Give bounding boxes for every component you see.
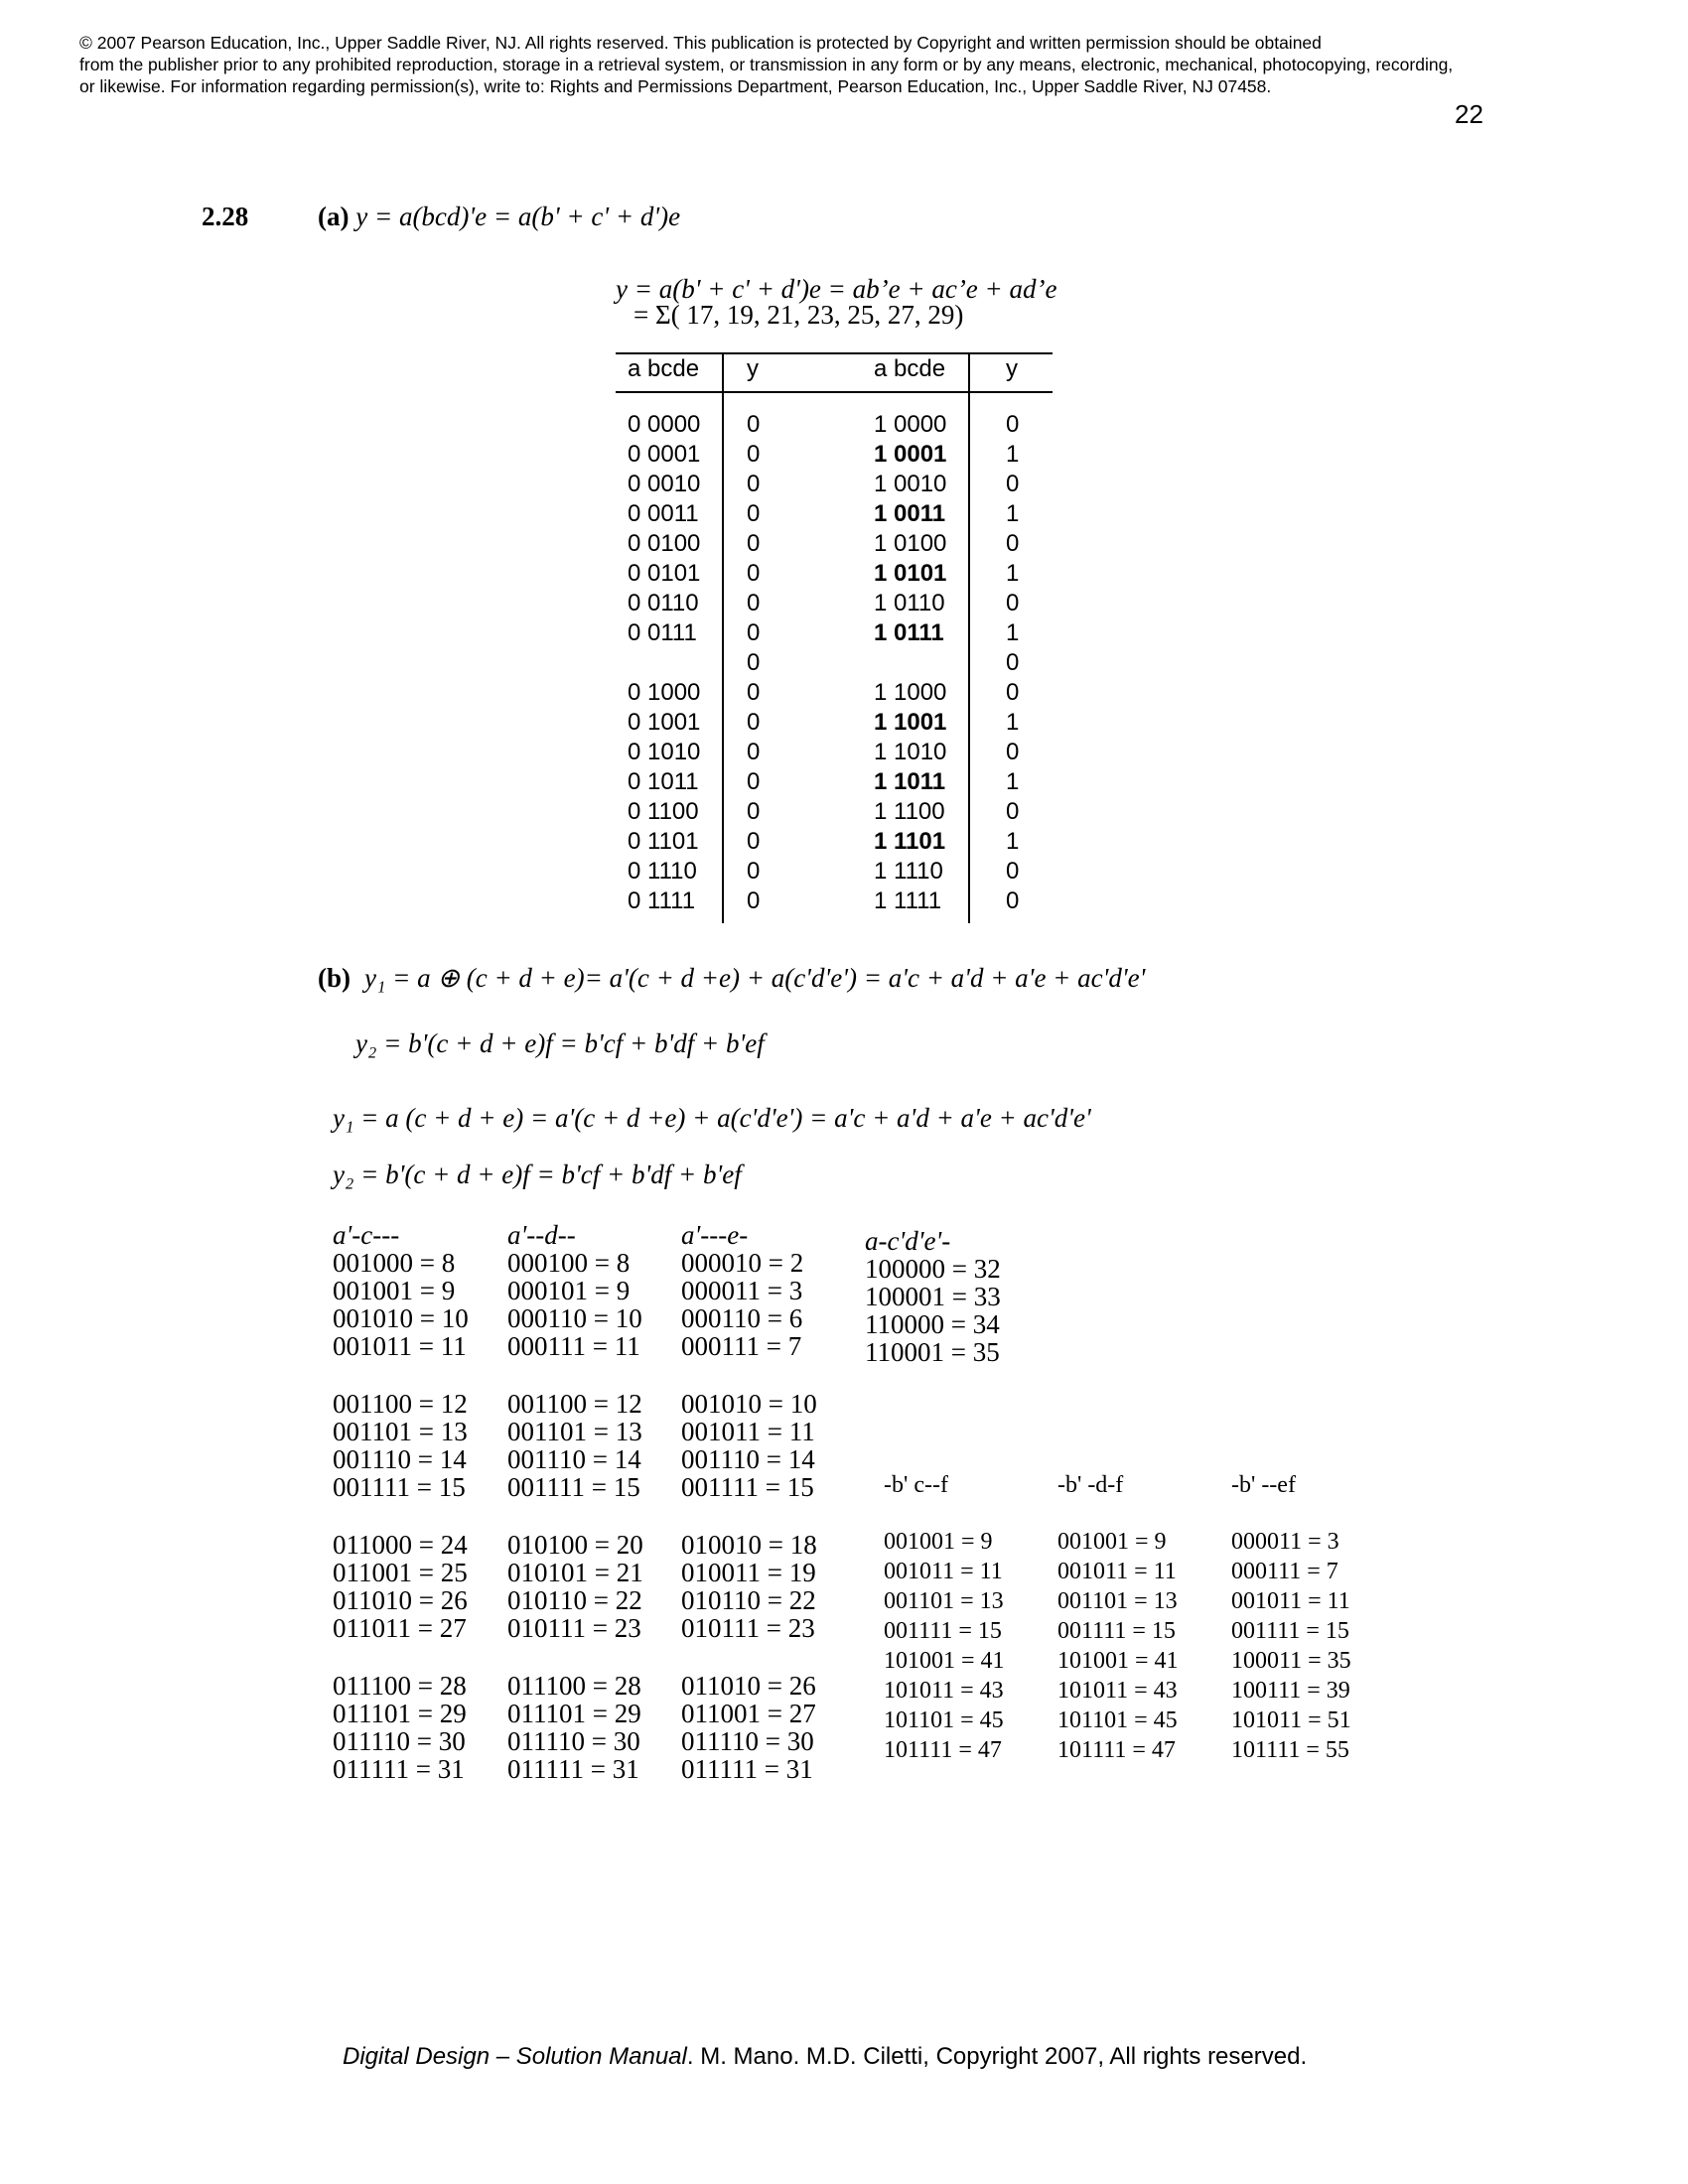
table-output-cell: 0 <box>747 709 761 736</box>
copyright-line: from the publisher prior to any prohibited reproduction, storage in a retrieval system, or transmission in any form or by any means, electronic, mechanical, photocopying, recording, <box>79 55 1454 74</box>
table-output-cell: 0 <box>1006 590 1020 616</box>
footer <box>343 2043 1307 2071</box>
minterm-entry: 011101 = 29 <box>333 1699 467 1728</box>
minterm-entry: 001010 = 10 <box>681 1389 817 1419</box>
minterm-column-header: a'---e- <box>681 1220 749 1250</box>
minterm-entry: 000111 = 7 <box>681 1331 802 1361</box>
minterm-entry: 001110 = 14 <box>333 1444 467 1474</box>
table-output-cell: 0 <box>1006 858 1020 885</box>
truth-table <box>616 352 1053 923</box>
minterm-column <box>681 1221 817 1783</box>
table-input-cell: 1 0101 <box>874 560 947 587</box>
table-input-cell: 0 0110 <box>628 590 699 616</box>
table-input-cell: 1 0001 <box>874 441 947 468</box>
table-output-cell: 0 <box>747 828 761 855</box>
minterm-entry: 001011 = 11 <box>1231 1588 1350 1614</box>
table-output-cell: 0 <box>1006 649 1020 676</box>
table-output-cell: 0 <box>747 798 761 825</box>
minterm-column-header: a-c'd'e'- <box>865 1226 951 1256</box>
minterm-entry: 100111 = 39 <box>1231 1678 1350 1704</box>
minterm-entry: 001011 = 11 <box>333 1331 467 1361</box>
table-input-cell: 1 1000 <box>874 679 947 706</box>
table-input-cell: 1 1011 <box>874 768 946 795</box>
table-divider <box>722 352 724 923</box>
minterm-entry: 010011 = 19 <box>681 1558 816 1587</box>
minterm-entry: 001111 = 15 <box>884 1618 1002 1644</box>
table-output-cell: 0 <box>1006 679 1020 706</box>
table-output-cell: 0 <box>747 441 761 468</box>
table-output-cell: 0 <box>747 887 761 914</box>
minterm-entry: 011111 = 31 <box>333 1754 465 1784</box>
table-input-cell: 0 1101 <box>628 828 699 855</box>
table-output-cell: 0 <box>747 590 761 616</box>
minterm-entry: 001111 = 15 <box>507 1472 640 1502</box>
table-output-cell: 0 <box>747 739 761 765</box>
table-input-cell: 0 1111 <box>628 887 696 914</box>
table-header: y <box>1006 355 1018 382</box>
minterm-entry: 001011 = 11 <box>681 1417 815 1446</box>
minterm-column <box>333 1221 469 1783</box>
table-output-cell: 0 <box>747 500 761 527</box>
table-output-cell: 0 <box>1006 798 1020 825</box>
table-input-cell: 0 1011 <box>628 768 699 795</box>
table-input-cell: 1 1110 <box>874 858 943 885</box>
minterm-entry: 001011 = 11 <box>1057 1559 1177 1584</box>
table-output-cell: 0 <box>1006 530 1020 557</box>
minterm-entry: 011110 = 30 <box>507 1726 640 1756</box>
table-header: a bcde <box>628 355 700 382</box>
table-output-cell: 1 <box>1006 500 1020 527</box>
minterm-entry: 101011 = 51 <box>1231 1707 1351 1733</box>
table-header-rule <box>616 391 1053 393</box>
minterm-entry: 010111 = 23 <box>681 1613 815 1643</box>
minterm-entry: 100000 = 32 <box>865 1254 1001 1284</box>
part-a-heading <box>318 202 680 232</box>
table-output-cell: 0 <box>1006 471 1020 497</box>
table-output-cell: 0 <box>1006 411 1020 438</box>
part-b-label: (b) <box>318 963 351 993</box>
minterm-entry: 101111 = 47 <box>884 1737 1002 1763</box>
table-output-cell: 1 <box>1006 619 1020 646</box>
minterm-column-header: -b' c--f <box>884 1472 948 1498</box>
table-output-cell: 0 <box>1006 739 1020 765</box>
table-output-cell: 0 <box>747 530 761 557</box>
problem-number: 2.28 <box>202 202 249 231</box>
copyright-line: or likewise. For information regarding permission(s), write to: Rights and Permissions Department, Pearson Education, Inc., Upper Saddle River, NJ 07458. <box>79 76 1272 96</box>
table-output-cell: 0 <box>747 560 761 587</box>
minterm-entry: 011001 = 27 <box>681 1699 816 1728</box>
minterm-column-header: -b' -d-f <box>1057 1472 1124 1498</box>
table-header: y <box>747 355 759 382</box>
minterm-entry: 010010 = 18 <box>681 1530 817 1560</box>
minterm-entry: 001011 = 11 <box>884 1559 1003 1584</box>
minterm-entry: 101111 = 55 <box>1231 1737 1349 1763</box>
minterm-entry: 000011 = 3 <box>681 1276 803 1305</box>
minterm-entry: 000010 = 2 <box>681 1248 804 1278</box>
minterm-entry: 010100 = 20 <box>507 1530 643 1560</box>
table-input-cell: 1 1010 <box>874 739 947 765</box>
footer-title: Digital Design – Solution Manual <box>343 2043 687 2070</box>
minterm-column <box>884 1471 1005 1765</box>
minterm-entry: 100001 = 33 <box>865 1282 1001 1311</box>
minterm-entry: 011010 = 26 <box>681 1671 816 1701</box>
part-a-expression: y = a(bcd)'e = a(b' + c' + d')e <box>355 202 681 231</box>
minterm-entry: 001111 = 15 <box>681 1472 814 1502</box>
minterm-entry: 011100 = 28 <box>507 1671 641 1701</box>
minterm-entry: 011101 = 29 <box>507 1699 641 1728</box>
table-output-cell: 0 <box>747 471 761 497</box>
minterm-entry: 000100 = 8 <box>507 1248 631 1278</box>
minterm-entry: 110001 = 35 <box>865 1337 1000 1367</box>
table-input-cell: 1 1101 <box>874 828 946 855</box>
minterm-entry: 000110 = 10 <box>507 1303 642 1333</box>
part-a-label: (a) <box>318 202 350 231</box>
minterm-entry: 000111 = 7 <box>1231 1559 1338 1584</box>
sop-equation: y = a(b' + c' + d')e = ab’e + ac’e + ad’e <box>616 274 1057 304</box>
minterm-entry: 001110 = 14 <box>507 1444 641 1474</box>
minterm-entry: 010111 = 23 <box>507 1613 641 1643</box>
minterm-entry: 011111 = 31 <box>681 1754 813 1784</box>
minterm-entry: 101101 = 45 <box>1057 1707 1178 1733</box>
minterm-entry: 011000 = 24 <box>333 1530 468 1560</box>
footer-credit: . M. Mano. M.D. Ciletti, Copyright 2007, All rights reserved. <box>686 2043 1308 2070</box>
minterm-entry: 001110 = 14 <box>681 1444 815 1474</box>
table-input-cell: 0 0010 <box>628 471 701 497</box>
minterm-entry: 000011 = 3 <box>1231 1529 1339 1555</box>
minterm-entry: 001000 = 8 <box>333 1248 456 1278</box>
table-input-cell: 1 1100 <box>874 798 945 825</box>
table-output-cell: 0 <box>747 858 761 885</box>
table-input-cell: 0 1000 <box>628 679 701 706</box>
minterm-entry: 001101 = 13 <box>507 1417 642 1446</box>
table-output-cell: 0 <box>747 768 761 795</box>
minterm-entry: 100011 = 35 <box>1231 1648 1351 1674</box>
minterm-entry: 001111 = 15 <box>1231 1618 1349 1644</box>
minterm-entry: 101101 = 45 <box>884 1707 1004 1733</box>
table-input-cell: 0 0001 <box>628 441 701 468</box>
table-input-cell: 0 0101 <box>628 560 701 587</box>
minterm-entry: 001100 = 12 <box>507 1389 642 1419</box>
table-header: a bcde <box>874 355 946 382</box>
y2-equation-repeat: y₂ = b'(c + d + e)f = b'cf + b'df + b'ef <box>333 1160 742 1189</box>
minterm-entry: 001001 = 9 <box>333 1276 456 1305</box>
minterm-column <box>865 1227 1001 1366</box>
minterm-column <box>507 1221 643 1783</box>
table-input-cell: 0 1001 <box>628 709 701 736</box>
table-output-cell: 1 <box>1006 828 1020 855</box>
minterm-entry: 011111 = 31 <box>507 1754 639 1784</box>
minterm-column-header: -b' --ef <box>1231 1472 1296 1498</box>
page-number: 22 <box>1455 99 1483 129</box>
minterm-entry: 011110 = 30 <box>333 1726 466 1756</box>
minterm-entry: 101111 = 47 <box>1057 1737 1176 1763</box>
table-input-cell: 0 0100 <box>628 530 701 557</box>
minterm-entry: 011100 = 28 <box>333 1671 467 1701</box>
table-input-cell: 1 1111 <box>874 887 942 914</box>
minterm-entry: 001111 = 15 <box>333 1472 466 1502</box>
table-input-cell: 0 0000 <box>628 411 701 438</box>
minterm-entry: 001001 = 9 <box>1057 1529 1167 1555</box>
table-input-cell: 1 0000 <box>874 411 947 438</box>
minterm-entry: 010101 = 21 <box>507 1558 643 1587</box>
minterm-entry: 011110 = 30 <box>681 1726 814 1756</box>
minterm-entry: 001100 = 12 <box>333 1389 468 1419</box>
table-input-cell: 1 1001 <box>874 709 947 736</box>
minterm-entry: 011001 = 25 <box>333 1558 468 1587</box>
y2-equation: y₂ = b'(c + d + e)f = b'cf + b'df + b'ef <box>355 1028 765 1058</box>
table-input-cell: 0 0011 <box>628 500 699 527</box>
table-divider <box>968 352 970 923</box>
copyright-line: © 2007 Pearson Education, Inc., Upper Saddle River, NJ. All rights reserved. This publication is protected by Copyright and written permission should be obtained <box>79 33 1322 53</box>
minterm-sum: = Σ( 17, 19, 21, 23, 25, 27, 29) <box>633 300 964 330</box>
minterm-entry: 010110 = 22 <box>507 1585 642 1615</box>
table-output-cell: 1 <box>1006 768 1020 795</box>
minterm-entry: 001101 = 13 <box>884 1588 1004 1614</box>
table-output-cell: 0 <box>747 649 761 676</box>
table-input-cell: 1 0100 <box>874 530 947 557</box>
minterm-entry: 001101 = 13 <box>1057 1588 1178 1614</box>
minterm-entry: 110000 = 34 <box>865 1309 1000 1339</box>
table-output-cell: 0 <box>747 679 761 706</box>
table-input-cell: 1 0011 <box>874 500 946 527</box>
minterm-entry: 010110 = 22 <box>681 1585 816 1615</box>
minterm-column-header: a'-c--- <box>333 1220 400 1250</box>
minterm-entry: 001101 = 13 <box>333 1417 468 1446</box>
minterm-entry: 101001 = 41 <box>884 1648 1005 1674</box>
table-input-cell: 1 0110 <box>874 590 945 616</box>
table-output-cell: 0 <box>747 411 761 438</box>
y1-equation: y₁ = a ⊕ (c + d + e)= a'(c + d +e) + a(c'd'e') = a'c + a'd + a'e + ac'd'e' <box>364 963 1146 993</box>
minterm-entry: 001111 = 15 <box>1057 1618 1176 1644</box>
copyright-notice <box>79 32 1453 97</box>
minterm-entry: 001001 = 9 <box>884 1529 993 1555</box>
table-input-cell: 0 0111 <box>628 619 697 646</box>
table-input-cell: 0 1100 <box>628 798 699 825</box>
table-input-cell: 0 1010 <box>628 739 701 765</box>
minterm-entry: 000101 = 9 <box>507 1276 631 1305</box>
minterm-entry: 011010 = 26 <box>333 1585 468 1615</box>
minterm-entry: 101011 = 43 <box>1057 1678 1178 1704</box>
minterm-entry: 001010 = 10 <box>333 1303 469 1333</box>
table-output-cell: 1 <box>1006 709 1020 736</box>
y1-equation-repeat: y₁ = a (c + d + e) = a'(c + d +e) + a(c'd'e') = a'c + a'd + a'e + ac'd'e' <box>333 1103 1091 1133</box>
minterm-entry: 101001 = 41 <box>1057 1648 1179 1674</box>
table-output-cell: 0 <box>1006 887 1020 914</box>
minterm-column-header: a'--d-- <box>507 1220 576 1250</box>
minterm-column <box>1231 1471 1351 1765</box>
table-output-cell: 0 <box>747 619 761 646</box>
minterm-entry: 000110 = 6 <box>681 1303 803 1333</box>
minterm-column <box>1057 1471 1179 1765</box>
table-input-cell: 1 0111 <box>874 619 944 646</box>
table-output-cell: 1 <box>1006 441 1020 468</box>
table-input-cell: 0 1110 <box>628 858 697 885</box>
table-input-cell: 1 0010 <box>874 471 947 497</box>
table-output-cell: 1 <box>1006 560 1020 587</box>
minterm-entry: 000111 = 11 <box>507 1331 640 1361</box>
minterm-entry: 101011 = 43 <box>884 1678 1004 1704</box>
minterm-entry: 011011 = 27 <box>333 1613 467 1643</box>
